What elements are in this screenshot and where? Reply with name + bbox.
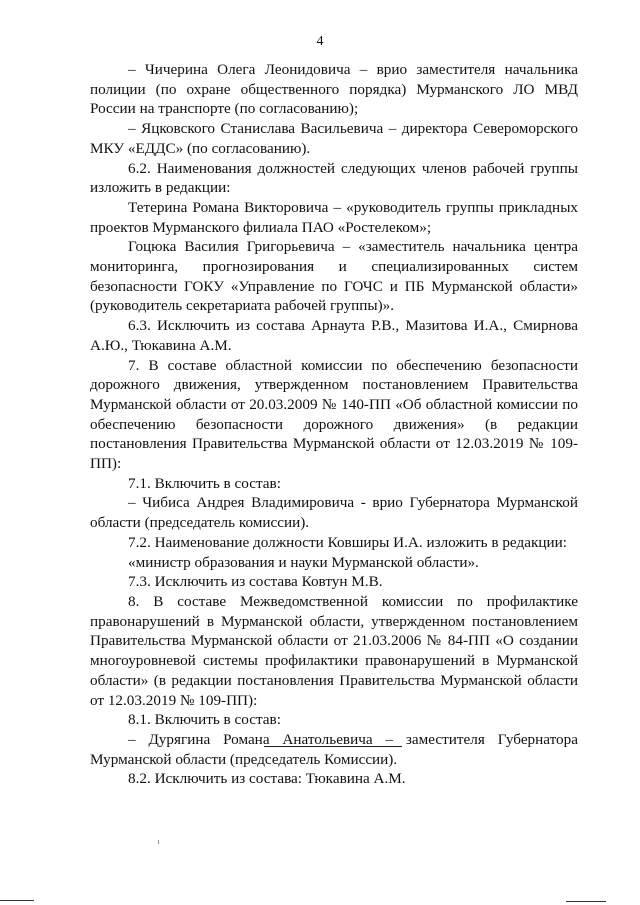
paragraph: «министр образования и науки Мурманской области».	[128, 553, 479, 571]
paragraph: 7.3. Исключить из состава Ковтун М.В.	[128, 573, 383, 591]
paragraph: 7.1. Включить в состав:	[128, 474, 281, 492]
scan-edge-mark	[0, 900, 34, 901]
scan-edge-mark	[566, 901, 606, 902]
paragraph: 6.3. Исключить из состава Арнаута Р.В., Мазитова И.А., Смирнова А.Ю., Тюкавина А.М.	[90, 317, 578, 354]
paragraph: Гоцюка Василия Григорьевича – «заместитель начальника центра мониторинга, прогнозирования и специализированных систем безопасности ГОКУ «Управление по ГОЧС и ПБ Мурманской области» (руководитель секретариата рабочей группы)».	[90, 238, 578, 315]
paragraph: – Чибиса Андрея Владимировича - врио Губернатора Мурманской области (председатель комиссии).	[90, 494, 578, 532]
paragraph: 8.1. Включить в состав:	[128, 711, 281, 729]
paragraph: 7. В составе областной комиссии по обеспечению безопасности дорожного движения, утвержденном постановлением Правительства Мурманской области от 20.03.2009 № 140-ПП «Об областной комиссии по обеспечению безопасности дорожного движения» (в редакции постановления Правительства Мурманской области от 12.03.2019 № 109-ПП):	[90, 356, 578, 473]
document-body	[90, 60, 578, 789]
paragraph: – Яцковского Станислава Васильевича – директора Североморского МКУ «ЕДДС» (по согласованию).	[90, 120, 578, 157]
paragraph: – Чичерина Олега Леонидовича – врио заместителя начальника полиции (по охране общественного порядка) Мурманского ЛО МВД России на транспорте (по согласованию);	[90, 61, 578, 118]
paragraph: Тетерина Романа Викторовича – «руководитель группы прикладных проектов Мурманского филиала ПАО «Ростелеком»;	[90, 198, 578, 236]
separator-line	[264, 746, 402, 747]
paragraph: – Дурягина Романа Анатольевича – заместителя Губернатора Мурманской области (председатель Комиссии).	[90, 730, 578, 768]
paragraph: 6.2. Наименования должностей следующих членов рабочей группы изложить в редакции:	[90, 159, 578, 197]
paragraph: 8.2. Исключить из состава: Тюкавина А.М.	[128, 770, 406, 788]
page-number: 4	[316, 34, 324, 49]
paragraph: 7.2. Наименование должности Ковширы И.А. изложить в редакции:	[128, 533, 567, 551]
scan-artifact	[158, 840, 159, 844]
paragraph: 8. В составе Межведомственной комиссии по профилактике правонарушений в Мурманской области, утвержденном постановлением Правительства Мурманской области от 21.03.2006 № 84-ПП «О создании многоуровневой системы профилактики правонарушений в Мурманской области» (в редакции постановления Правительства Мурманской области от 12.03.2019 № 109-ПП):	[90, 592, 578, 709]
